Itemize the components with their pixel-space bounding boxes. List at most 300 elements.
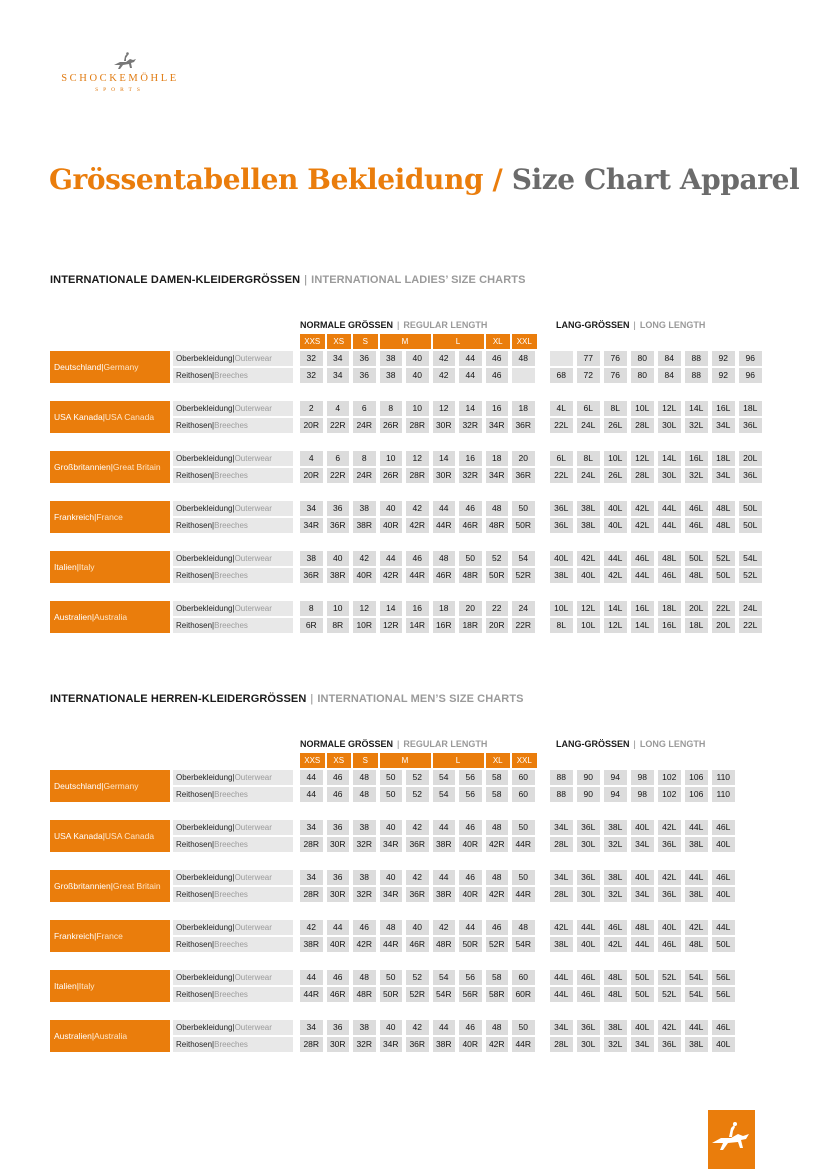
country-label <box>50 820 170 852</box>
country-label <box>50 870 170 902</box>
size-cell: 34 <box>300 1020 323 1035</box>
row-label-de: Reithosen <box>176 621 213 630</box>
size-cell: 42 <box>353 551 376 566</box>
long-size-cell: 42L <box>658 820 681 835</box>
long-size-cell: 28L <box>631 418 654 433</box>
size-cell: 34 <box>300 870 323 885</box>
long-size-cell: 18L <box>685 618 708 633</box>
separator: | <box>232 773 235 782</box>
long-size-cell: 46L <box>712 820 735 835</box>
long-size-cell: 16L <box>658 618 681 633</box>
size-cell: 42 <box>433 351 456 366</box>
size-cell: 14 <box>459 401 482 416</box>
size-cell: 32R <box>353 1037 376 1052</box>
size-cell: 52R <box>486 937 509 952</box>
row-label-en: Outerwear <box>234 504 272 513</box>
size-header-cell: XL <box>486 753 511 768</box>
long-size-cell: 44L <box>685 1020 708 1035</box>
header-long-de: LANG-GRÖSSEN <box>556 320 630 330</box>
size-cell: 42 <box>300 920 323 935</box>
long-size-cell: 38L <box>685 837 708 852</box>
country-label <box>50 970 170 1002</box>
row-label-outer <box>173 601 293 616</box>
size-cell: 50 <box>380 770 403 785</box>
separator: | <box>212 890 215 899</box>
size-cell: 44 <box>380 551 403 566</box>
long-size-cell: 54L <box>685 987 708 1002</box>
size-header-cell: XS <box>327 334 352 349</box>
row-label-de: Reithosen <box>176 521 213 530</box>
size-cell: 60 <box>512 770 535 785</box>
size-cell: 10R <box>353 618 376 633</box>
size-cell: 20R <box>486 618 509 633</box>
country-label <box>50 551 170 583</box>
size-cell: 36 <box>353 368 376 383</box>
separator: | <box>212 1040 215 1049</box>
long-size-cell: 44L <box>658 518 681 533</box>
row-label-en: Outerwear <box>234 404 272 413</box>
long-size-cell: 38L <box>604 820 627 835</box>
size-cell: 48 <box>486 1020 509 1035</box>
long-size-cell: 42L <box>550 920 573 935</box>
size-cell: 8R <box>327 618 350 633</box>
long-size-cell: 88 <box>685 368 708 383</box>
long-size-cell: 34L <box>631 837 654 852</box>
size-header-cell: L <box>433 334 484 349</box>
country-en: Australia <box>94 612 128 622</box>
brand-logo <box>50 52 190 102</box>
size-cell: 34 <box>300 820 323 835</box>
long-size-cell: 98 <box>631 770 654 785</box>
long-size-cell: 36L <box>739 468 762 483</box>
country-label <box>50 351 170 383</box>
long-size-cell: 46L <box>604 920 627 935</box>
country-de: Australien <box>54 1031 92 1041</box>
long-size-cell: 26L <box>604 468 627 483</box>
long-size-cell: 84 <box>658 351 681 366</box>
size-cell: 12 <box>433 401 456 416</box>
country-en: Germany <box>103 781 139 791</box>
size-cell: 36R <box>406 837 429 852</box>
size-cell: 14 <box>433 451 456 466</box>
long-size-cell: 38L <box>550 568 573 583</box>
long-size-cell: 42L <box>658 1020 681 1035</box>
country-de: Australien <box>54 612 92 622</box>
size-cell: 32R <box>353 837 376 852</box>
size-cell: 48R <box>486 518 509 533</box>
size-cell: 52 <box>406 970 429 985</box>
long-size-cell: 10L <box>604 451 627 466</box>
size-cell: 26R <box>380 468 403 483</box>
long-size-cell: 38L <box>604 1020 627 1035</box>
size-cell: 46 <box>486 920 509 935</box>
row-label-en: Outerwear <box>234 773 272 782</box>
long-size-cell: 40L <box>631 820 654 835</box>
long-size-cell: 36L <box>577 1020 600 1035</box>
size-cell: 38R <box>433 1037 456 1052</box>
size-cell: 46 <box>459 1020 482 1035</box>
size-cell: 54R <box>512 937 535 952</box>
separator: | <box>633 320 636 330</box>
row-label-de: Reithosen <box>176 571 213 580</box>
size-cell: 6 <box>353 401 376 416</box>
size-cell: 4 <box>327 401 350 416</box>
country-de: Italien <box>54 981 77 991</box>
separator: | <box>633 739 636 749</box>
long-size-cell: 20L <box>712 618 735 633</box>
size-cell: 40R <box>380 518 403 533</box>
separator: | <box>232 554 235 563</box>
row-label-de: Oberbekleidung <box>176 604 233 613</box>
long-size-cell: 38L <box>685 1037 708 1052</box>
long-size-cell: 28L <box>631 468 654 483</box>
long-size-cell: 30L <box>658 418 681 433</box>
long-size-cell: 46L <box>685 501 708 516</box>
size-cell: 30R <box>433 468 456 483</box>
long-size-cell: 30L <box>658 468 681 483</box>
long-size-cell: 46L <box>658 568 681 583</box>
size-header-cell: L <box>433 753 484 768</box>
long-size-cell: 44L <box>631 937 654 952</box>
long-size-cell: 77 <box>577 351 600 366</box>
size-cell: 56 <box>459 970 482 985</box>
size-cell: 34 <box>327 351 350 366</box>
size-cell: 36 <box>327 1020 350 1035</box>
size-cell: 36R <box>512 468 535 483</box>
size-cell: 48 <box>353 970 376 985</box>
size-cell: 8 <box>353 451 376 466</box>
row-label-breech <box>173 368 293 383</box>
country-label <box>50 601 170 633</box>
long-size-cell: 44L <box>550 987 573 1002</box>
size-cell: 38R <box>433 887 456 902</box>
long-size-cell: 16L <box>712 401 735 416</box>
section-title-de: INTERNATIONALE DAMEN-KLEIDERGRÖSSEN <box>50 274 301 286</box>
size-cell: 34R <box>486 468 509 483</box>
size-cell: 34 <box>327 368 350 383</box>
size-cell: 50 <box>512 870 535 885</box>
size-cell: 58 <box>486 787 509 802</box>
country-label <box>50 920 170 952</box>
size-cell: 46R <box>327 987 350 1002</box>
long-size-cell: 16L <box>685 451 708 466</box>
separator: | <box>91 1031 95 1041</box>
size-cell: 18R <box>459 618 482 633</box>
size-cell: 42 <box>406 820 429 835</box>
horse-rider-icon <box>708 1110 755 1169</box>
size-cell: 22R <box>327 418 350 433</box>
long-size-cell: 34L <box>550 1020 573 1035</box>
long-size-cell: 50L <box>739 501 762 516</box>
long-size-cell: 36L <box>577 870 600 885</box>
long-size-cell: 8L <box>604 401 627 416</box>
separator: | <box>101 362 104 372</box>
long-size-cell: 46L <box>631 551 654 566</box>
long-size-cell: 18L <box>712 451 735 466</box>
row-label-en: Breeches <box>214 571 248 580</box>
country-en: Italy <box>78 981 95 991</box>
long-size-cell: 106 <box>685 770 708 785</box>
size-cell: 46R <box>406 937 429 952</box>
row-label-de: Reithosen <box>176 471 213 480</box>
country-label <box>50 451 170 483</box>
size-cell: 44R <box>433 518 456 533</box>
size-cell: 40 <box>327 551 350 566</box>
size-cell: 44 <box>459 920 482 935</box>
long-size-cell: 40L <box>631 870 654 885</box>
separator: | <box>76 562 79 572</box>
long-size-cell: 10L <box>631 401 654 416</box>
long-size-cell: 18L <box>739 401 762 416</box>
row-label-breech <box>173 837 293 852</box>
long-size-cell: 46L <box>577 970 600 985</box>
row-label-de: Oberbekleidung <box>176 554 233 563</box>
row-label-de: Reithosen <box>176 890 213 899</box>
size-cell: 40 <box>406 920 429 935</box>
size-cell: 30R <box>327 1037 350 1052</box>
long-size-cell: 32L <box>604 887 627 902</box>
long-size-cell: 40L <box>604 501 627 516</box>
long-size-cell: 36L <box>550 518 573 533</box>
size-cell: 48 <box>512 351 535 366</box>
size-header-cell: XL <box>486 334 511 349</box>
long-size-cell: 44L <box>685 820 708 835</box>
separator: | <box>212 940 215 949</box>
long-size-cell: 52L <box>658 987 681 1002</box>
size-cell: 32R <box>459 468 482 483</box>
long-size-cell: 90 <box>577 770 600 785</box>
size-header-cell: M <box>380 334 431 349</box>
size-cell: 20R <box>300 418 323 433</box>
size-cell: 48 <box>353 787 376 802</box>
row-label-outer <box>173 970 293 985</box>
long-size-cell: 20L <box>739 451 762 466</box>
country-de: Großbritannien <box>54 881 111 891</box>
row-label-en: Breeches <box>214 521 248 530</box>
size-cell: 14 <box>380 601 403 616</box>
size-cell: 36 <box>327 870 350 885</box>
size-cell: 38R <box>327 568 350 583</box>
long-size-cell: 42L <box>604 568 627 583</box>
long-size-cell: 44L <box>631 568 654 583</box>
size-header-cell: XXS <box>300 334 325 349</box>
long-size-cell: 52L <box>658 970 681 985</box>
row-label-en: Outerwear <box>234 1023 272 1032</box>
separator: | <box>212 371 215 380</box>
row-label-en: Breeches <box>214 621 248 630</box>
row-label-de: Reithosen <box>176 1040 213 1049</box>
long-size-cell: 24L <box>739 601 762 616</box>
size-cell: 52 <box>406 770 429 785</box>
long-size-cell: 56L <box>712 970 735 985</box>
size-header-cell: XXL <box>512 334 537 349</box>
page-title-en: Size Chart Apparel <box>511 163 800 196</box>
size-cell: 20 <box>459 601 482 616</box>
size-cell: 32R <box>353 887 376 902</box>
long-size-cell: 18L <box>658 601 681 616</box>
size-cell: 18 <box>486 451 509 466</box>
long-size-cell: 46L <box>658 937 681 952</box>
long-size-cell: 50L <box>712 937 735 952</box>
size-cell: 48 <box>512 920 535 935</box>
size-cell: 58 <box>486 970 509 985</box>
header-regular-en: REGULAR LENGTH <box>403 739 488 749</box>
long-size-cell: 46L <box>712 1020 735 1035</box>
long-size-cell: 56L <box>712 987 735 1002</box>
size-cell: 20R <box>300 468 323 483</box>
size-cell: 56R <box>459 987 482 1002</box>
long-size-cell: 34L <box>712 418 735 433</box>
row-label-en: Breeches <box>214 990 248 999</box>
long-size-cell: 84 <box>658 368 681 383</box>
size-cell: 16 <box>459 451 482 466</box>
long-size-cell: 48L <box>658 551 681 566</box>
long-size-cell: 30L <box>577 837 600 852</box>
size-cell: 42R <box>486 887 509 902</box>
size-cell <box>512 368 535 383</box>
size-cell: 44 <box>327 920 350 935</box>
size-cell: 46 <box>406 551 429 566</box>
country-label <box>50 1020 170 1052</box>
size-cell: 32 <box>300 368 323 383</box>
row-label-de: Oberbekleidung <box>176 773 233 782</box>
size-cell: 60 <box>512 787 535 802</box>
long-size-cell: 38L <box>577 518 600 533</box>
row-label-en: Outerwear <box>234 973 272 982</box>
long-size-cell: 6L <box>550 451 573 466</box>
size-cell: 54 <box>433 770 456 785</box>
long-size-cell: 40L <box>631 1020 654 1035</box>
long-size-cell: 90 <box>577 787 600 802</box>
row-label-breech <box>173 618 293 633</box>
long-size-cell: 48L <box>604 987 627 1002</box>
long-size-cell: 38L <box>604 870 627 885</box>
row-label-en: Outerwear <box>234 823 272 832</box>
size-cell: 40 <box>380 820 403 835</box>
separator: | <box>232 604 235 613</box>
size-cell: 44 <box>300 787 323 802</box>
row-label-de: Oberbekleidung <box>176 973 233 982</box>
size-cell: 44 <box>433 1020 456 1035</box>
separator: | <box>94 931 97 941</box>
long-size-cell: 76 <box>604 368 627 383</box>
row-label-en: Breeches <box>214 840 248 849</box>
long-size-cell: 38L <box>577 501 600 516</box>
size-cell: 40 <box>406 351 429 366</box>
size-cell: 46 <box>327 770 350 785</box>
size-cell: 12 <box>353 601 376 616</box>
long-size-cell: 48L <box>685 568 708 583</box>
header-regular-length <box>300 320 487 330</box>
size-cell: 12 <box>406 451 429 466</box>
size-cell: 38 <box>380 351 403 366</box>
long-size-cell: 48L <box>604 970 627 985</box>
size-cell: 38R <box>353 518 376 533</box>
separator: | <box>76 981 79 991</box>
size-cell: 48R <box>433 937 456 952</box>
size-cell: 42R <box>406 518 429 533</box>
separator: | <box>304 274 308 286</box>
size-cell: 8 <box>380 401 403 416</box>
long-size-cell: 46L <box>577 987 600 1002</box>
size-cell: 26R <box>380 418 403 433</box>
country-label <box>50 770 170 802</box>
country-label <box>50 501 170 533</box>
long-size-cell: 14L <box>604 601 627 616</box>
row-label-breech <box>173 787 293 802</box>
size-cell: 38 <box>353 820 376 835</box>
separator: | <box>212 521 215 530</box>
size-cell: 22R <box>512 618 535 633</box>
size-cell: 58 <box>486 770 509 785</box>
row-label-de: Oberbekleidung <box>176 923 233 932</box>
size-cell: 44 <box>459 368 482 383</box>
size-cell: 6R <box>300 618 323 633</box>
long-size-cell: 34L <box>550 820 573 835</box>
long-size-cell: 102 <box>658 787 681 802</box>
long-size-cell: 12L <box>604 618 627 633</box>
section-title <box>50 693 524 705</box>
long-size-cell: 40L <box>712 837 735 852</box>
long-size-cell: 24L <box>577 468 600 483</box>
horse-rider-icon <box>112 52 138 72</box>
size-cell: 48 <box>486 870 509 885</box>
country-label <box>50 401 170 433</box>
size-cell: 48 <box>486 501 509 516</box>
size-cell: 52 <box>406 787 429 802</box>
header-long-en: LONG LENGTH <box>639 320 706 330</box>
size-cell: 28R <box>406 468 429 483</box>
long-size-cell: 30L <box>577 1037 600 1052</box>
size-cell: 42 <box>433 368 456 383</box>
size-cell: 22 <box>486 601 509 616</box>
long-size-cell: 92 <box>712 368 735 383</box>
size-cell: 34R <box>380 1037 403 1052</box>
long-size-cell: 22L <box>550 418 573 433</box>
size-cell: 54 <box>433 970 456 985</box>
long-size-cell: 36L <box>658 1037 681 1052</box>
separator: | <box>212 621 215 630</box>
size-cell: 46 <box>486 368 509 383</box>
long-size-cell: 32L <box>685 468 708 483</box>
country-de: Deutschland <box>54 362 102 372</box>
long-size-cell: 14L <box>631 618 654 633</box>
long-size-cell: 92 <box>712 351 735 366</box>
size-cell: 52R <box>512 568 535 583</box>
row-label-de: Oberbekleidung <box>176 454 233 463</box>
size-cell: 28R <box>406 418 429 433</box>
size-cell: 46 <box>459 870 482 885</box>
size-cell: 36 <box>353 351 376 366</box>
row-label-en: Outerwear <box>234 554 272 563</box>
country-en: Italy <box>78 562 95 572</box>
size-cell: 50 <box>512 1020 535 1035</box>
size-cell: 50R <box>380 987 403 1002</box>
country-en: France <box>96 931 123 941</box>
size-cell: 50 <box>380 970 403 985</box>
long-size-cell: 8L <box>550 618 573 633</box>
size-cell: 44 <box>300 770 323 785</box>
long-size-cell: 36L <box>739 418 762 433</box>
size-cell: 48 <box>380 920 403 935</box>
separator: | <box>397 739 400 749</box>
size-cell: 34 <box>300 501 323 516</box>
long-size-cell: 12L <box>577 601 600 616</box>
long-size-cell: 6L <box>577 401 600 416</box>
long-size-cell: 10L <box>550 601 573 616</box>
size-cell: 30R <box>327 887 350 902</box>
long-size-cell: 12L <box>658 401 681 416</box>
